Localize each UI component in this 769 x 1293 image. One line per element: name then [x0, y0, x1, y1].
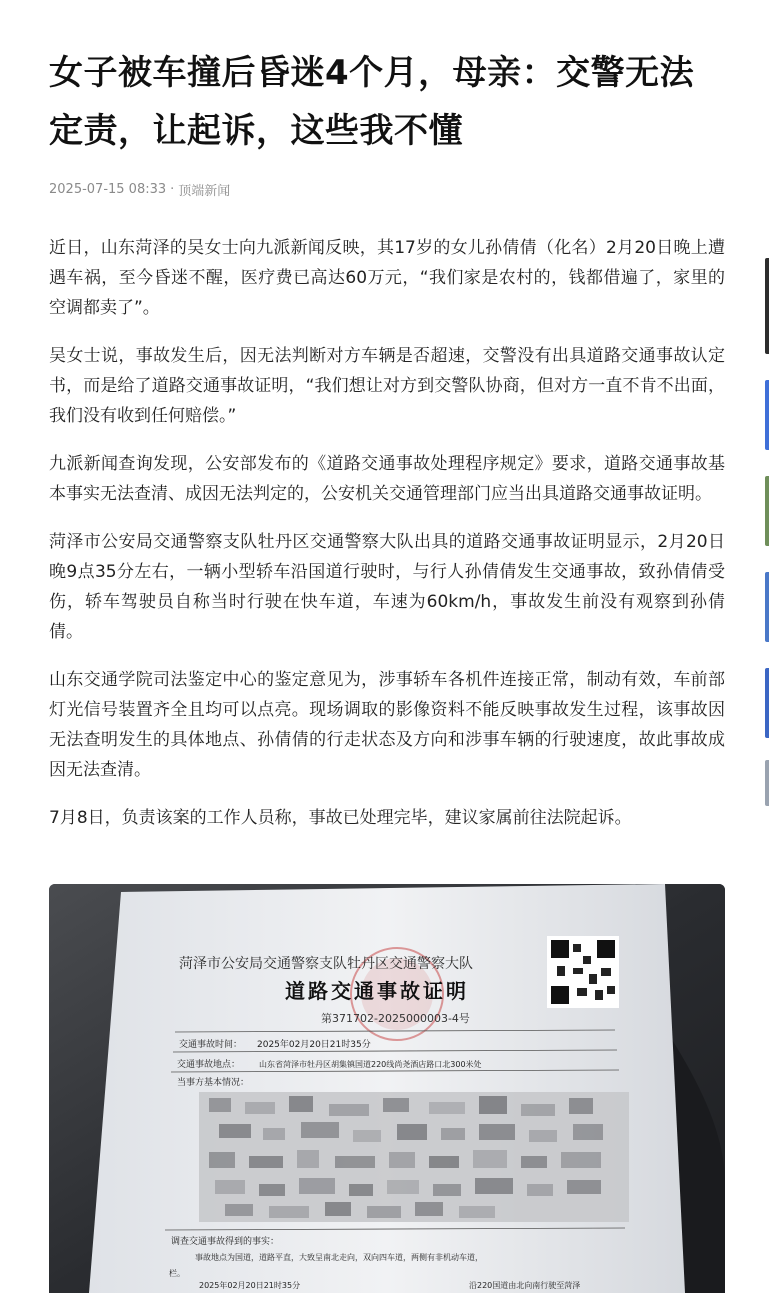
side-panel-edge	[765, 476, 769, 546]
article-title: 女子被车撞后昏迷4个月，母亲：交警无法定责，让起诉，这些我不懂	[49, 53, 695, 151]
parties-label: 当事方基本情况：	[177, 1078, 250, 1088]
side-panel-edge	[765, 760, 769, 806]
certificate-title: 道路交通事故证明	[285, 979, 469, 1003]
investigation-label: 调查交通事故得到的事实：	[171, 1237, 280, 1247]
side-panel-edge	[765, 380, 769, 450]
side-panel-edge	[765, 668, 769, 738]
source-link[interactable]: 顶端新闻	[178, 184, 231, 199]
paragraph: 7月8日，负责该案的工作人员称，事故已处理完毕，建议家属前往法院起诉。	[49, 808, 632, 828]
place-label: 交通事故地点：	[177, 1060, 241, 1070]
investigation-line-2: 栏。	[169, 1269, 185, 1278]
accident-certificate-photo	[49, 884, 725, 1293]
investigation-line-1: 事故地点为国道，道路平直，大致呈南北走向，双向四车道，两侧有非机动车道，	[195, 1253, 483, 1262]
time-label: 交通事故时间：	[179, 1040, 243, 1050]
paragraph: 近日，山东菏泽的吴女士向九派新闻反映，其17岁的女儿孙倩倩（化名）2月20日晚上遭遇车祸，至今昏迷不醒，医疗费已高达60万元，“我们家是农村的，钱都借遍了，家里的空调都卖了”。	[49, 238, 725, 318]
meta-separator: ·	[170, 182, 175, 197]
paragraph: 吴女士说，事故发生后，因无法判断对方车辆是否超速，交警没有出具道路交通事故认定书，而是给了道路交通事故证明，“我们想让对方到交警队协商，但对方一直不肯不出面，我们没有收到任何赔偿。”	[49, 346, 725, 426]
pixelated-redaction	[199, 1092, 629, 1222]
place-value: 山东省菏泽市牡丹区胡集镇国道220线尚尧酒店路口北300米处	[259, 1060, 482, 1069]
time-value: 2025年02月20日21时35分	[257, 1040, 371, 1050]
qr-code	[547, 936, 619, 1008]
side-panel-edge	[765, 258, 769, 354]
certificate-header: 菏泽市公安局交通警察支队牡丹区交通警察大队	[179, 957, 473, 972]
investigation-line-3b: 沿220国道由北向南行驶至菏泽	[469, 1281, 581, 1290]
paragraph: 山东交通学院司法鉴定中心的鉴定意见为，涉事轿车各机件连接正常，制动有效，车前部灯光信号装置齐全且均可以点亮。现场调取的影像资料不能反映事故发生过程，该事故因无法查明发生的具体地点、孙倩倩的行走状态及方向和涉事车辆的行驶速度，故此事故成因无法查清。	[49, 670, 725, 780]
article-meta	[49, 180, 725, 199]
certificate-number: 第371702-2025000003-4号	[321, 1012, 470, 1025]
article	[49, 0, 725, 851]
side-panel-edge	[765, 572, 769, 642]
article-photo[interactable]	[49, 884, 725, 1293]
investigation-line-3: 2025年02月20日21时35分	[199, 1281, 301, 1290]
paragraph: 九派新闻查询发现，公安部发布的《道路交通事故处理程序规定》要求，道路交通事故基本事实无法查清、成因无法判定的，公安机关交通管理部门应当出具道路交通事故证明。	[49, 454, 725, 504]
publish-date: 2025-07-15 08:33	[49, 182, 167, 197]
paragraph: 菏泽市公安局交通警察支队牡丹区交通警察大队出具的道路交通事故证明显示，2月20日晚9点35分左右，一辆小型轿车沿国道行驶时，与行人孙倩倩发生交通事故，致孙倩倩受伤，轿车驾驶员自称当时行驶在快车道，车速为60km/h，事故发生前没有观察到孙倩倩。	[49, 532, 725, 642]
article-body	[49, 233, 725, 833]
